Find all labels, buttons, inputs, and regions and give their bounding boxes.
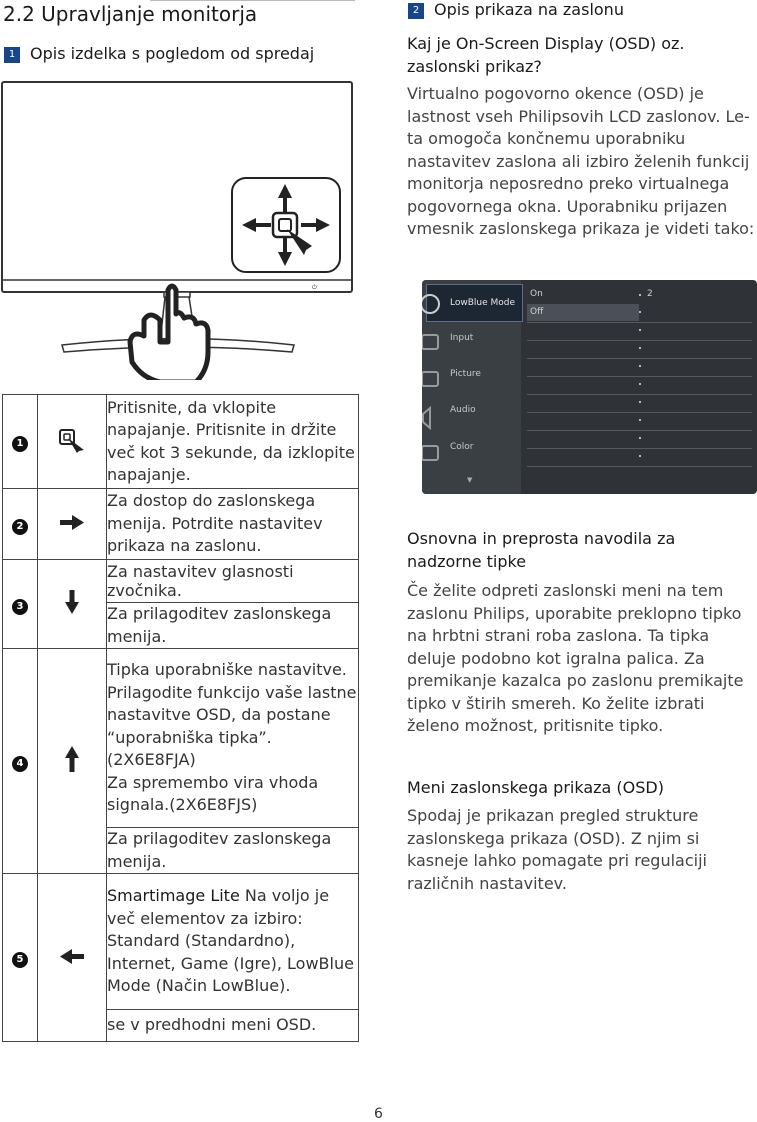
section-1-title: Opis izdelka s pogledom od spredaj	[30, 44, 315, 63]
osd-question-heading: Kaj je On-Screen Display (OSD) oz. zaslonski prikaz?	[407, 34, 685, 76]
row-description	[107, 649, 359, 828]
table-row	[3, 395, 359, 489]
key-table	[2, 394, 359, 1042]
row-number: 3	[12, 599, 28, 615]
osd-tree-heading: Meni zaslonskega prikaza (OSD)	[407, 778, 664, 797]
row-number: 1	[12, 436, 28, 452]
osd-icon-strip	[422, 290, 450, 470]
osd-menu-audio: Audio	[450, 405, 476, 415]
page-number: 6	[374, 1106, 383, 1122]
arrow-left-icon	[58, 948, 86, 964]
arrow-right-icon	[58, 514, 86, 530]
osd-option-highlight	[527, 304, 639, 321]
row-description: Za prilagoditev zaslonskega menija.	[107, 603, 359, 649]
hand-pointer-icon	[130, 286, 208, 380]
table-row	[3, 874, 359, 1010]
power-icon	[57, 427, 87, 453]
page-title: 2.2 Upravljanje monitorja	[3, 2, 258, 26]
row-number: 5	[12, 952, 28, 968]
row-number: 4	[12, 756, 28, 772]
row-description: Za nastavitev glasnosti zvočnika.	[107, 560, 359, 603]
monitor-front-illustration	[0, 80, 356, 380]
osd-option-off: Off	[530, 307, 544, 317]
osd-value: 2	[647, 289, 653, 299]
row-number: 2	[12, 519, 28, 535]
smartimage-label: Smartimage Lite	[107, 886, 240, 906]
arrow-down-icon	[64, 588, 80, 616]
controls-paragraph: Če želite odpreti zaslonski meni na tem zaslonu Philips, uporabite preklopno tipko na hrbtni strani roba zaslona. Ta tipka deluje podobno kot igralna palica. Za premikanje kazalca po zaslonu premikajte tipko v štirih smereh. Ko želite izbrati želeno možnost, pritisnite tipko.	[407, 581, 744, 735]
osd-menu-picture: Picture	[450, 369, 481, 379]
section-2-badge: 2	[408, 3, 424, 19]
controls-heading: Osnovna in preprosta navodila za nadzorne tipke	[407, 529, 676, 571]
table-row	[3, 649, 359, 828]
user-key-text: Tipka uporabniške nastavitve. Prilagodite funkcijo vaše lastne nastavitve OSD, da postane “uporabniška tipka”.(2X6E8FJA)	[107, 660, 357, 770]
section-1-badge: 1	[4, 47, 20, 63]
osd-menu-input: Input	[450, 333, 474, 343]
section-1-heading	[4, 44, 314, 63]
osd-tree-paragraph: Spodaj je prikazan pregled strukture zaslonskega prikaza (OSD). Z njim si kasneje lahko pomagate pri regulaciji različnih nastavitev.	[407, 806, 707, 893]
osd-scroll-down-icon: ▼	[467, 476, 473, 484]
row-description	[107, 874, 359, 1010]
input-source-text: Za spremembo vira vhoda signala.(2X6E8FJS)	[107, 772, 319, 815]
table-row	[3, 489, 359, 560]
title-rule	[150, 0, 355, 1]
smartimage-text: Na voljo je več elementov za izbiro: Standard (Standardno), Internet, Game (Igre), LowBlue Mode (Način LowBlue).	[107, 886, 354, 996]
row-description: Za dostop do zaslonskega menija. Potrdite nastavitev prikaza na zaslonu.	[107, 489, 359, 560]
row-description: Pritisnite, da vklopite napajanje. Pritisnite in držite več kot 3 sekunde, da izklopite napajanje.	[107, 395, 359, 489]
osd-paragraph: Virtualno pogovorno okence (OSD) je lastnost vseh Philipsovih LCD zaslonov. Le-ta omogoča končnemu uporabniku nastavitev zaslona ali izbiro želenih funkcij monitorja neposredno preko virtualnega pogovornega okna. Uporabniku prijazen vmesnik zaslonskega prikaza je videti tako:	[407, 84, 755, 238]
row-description: Za prilagoditev zaslonskega menija.	[107, 828, 359, 874]
osd-menu-color: Color	[450, 442, 474, 452]
osd-menu-lowblue: LowBlue Mode	[450, 298, 516, 308]
osd-option-on: On	[530, 289, 543, 299]
row-description: se v predhodni meni OSD.	[107, 1010, 359, 1042]
section-2-heading	[408, 0, 624, 19]
section-2-title: Opis prikaza na zaslonu	[434, 0, 624, 19]
osd-menu-screenshot	[422, 280, 757, 494]
arrow-up-icon	[64, 744, 80, 774]
svg-text:⏻: ⏻	[312, 284, 317, 291]
table-row	[3, 560, 359, 603]
